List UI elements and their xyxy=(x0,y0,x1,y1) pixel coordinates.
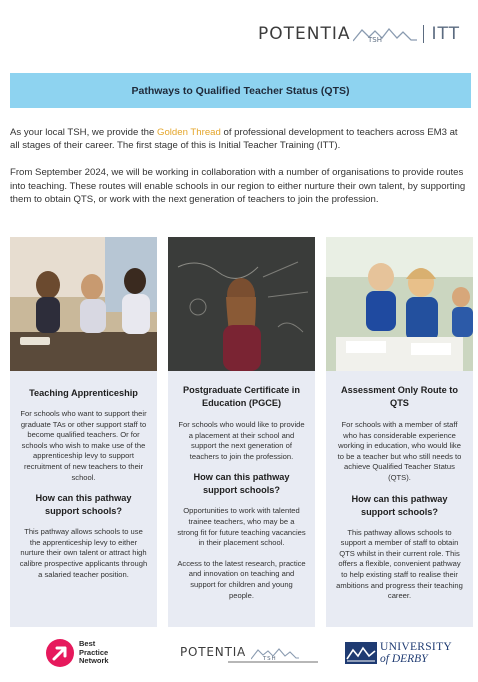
card-question: How can this pathway support schools? xyxy=(351,493,448,517)
pathway-card-apprenticeship xyxy=(10,237,157,627)
page-title: Pathways to Qualified Teacher Status (QTS) xyxy=(131,84,350,97)
card-answer-2: Access to the latest research, practice and innovation on teaching and support for children and young people. xyxy=(177,558,306,600)
best-practice-network-logo xyxy=(45,638,109,668)
bpn-line-2: Practice xyxy=(79,647,109,657)
pathway-card-assessment-only xyxy=(326,237,473,627)
footer-logos xyxy=(0,632,478,682)
bpn-arrow-icon xyxy=(45,638,75,668)
intro-text-start: As your local TSH, we provide the xyxy=(10,127,157,138)
footer-mountain-icon xyxy=(251,646,299,660)
card-answer: Opportunities to work with talented trainee teachers, who may be a strong fit for future teaching vacancies in their placement school. xyxy=(177,506,306,548)
card-title: Postgraduate Certificate in Education (PGCE) xyxy=(183,385,300,408)
card-title: Teaching Apprenticeship xyxy=(29,388,138,398)
tsh-mark: TSH xyxy=(367,36,382,43)
derby-ram-icon xyxy=(345,642,377,664)
footer-potentia-logo xyxy=(180,645,299,660)
title-banner xyxy=(10,73,471,108)
derby-line-1: UNIVERSITY xyxy=(380,641,452,653)
card-description: For schools who would like to provide a placement at their school and support the next generation of teachers to join the profession. xyxy=(178,420,305,461)
card-description: For schools with a member of staff who has considerable experience working in education, who would like to be a teacher but who still needs to achieve Qualified Teacher Status (QTS). xyxy=(337,420,462,482)
intro-text-end: of professional development to teachers across EM3 at all stages of their career. The first stage of this is Initial Teacher Training (ITT). xyxy=(10,127,458,152)
brand-name: POTENTIA xyxy=(258,24,351,44)
header-divider xyxy=(423,25,424,43)
golden-thread-highlight: Golden Thread xyxy=(157,127,221,138)
bpn-line-3: Network xyxy=(79,656,109,666)
intro-paragraph-2: From September 2024, we will be working in collaboration with a number of organisations to provide routes into teaching. These routes will enable schools in our region to either nurture their own talent, by supporting them to obtain QTS, or work with the next generation of teachers to join the profession. xyxy=(10,167,466,205)
intro-section xyxy=(10,126,468,220)
potentia-mountain-icon xyxy=(353,25,417,43)
bpn-line-1: Best xyxy=(79,639,96,649)
card-answer: This pathway allows schools to support a member of staff to obtain QTS whilst in their current role. This offers a flexible, convenient pathway to help existing staff to realise their ambitions and progress their teaching career. xyxy=(336,527,463,601)
intro-paragraph-1 xyxy=(10,126,468,152)
pathway-card-pgce xyxy=(168,237,315,627)
itt-label: ITT xyxy=(431,24,460,44)
footer-potentia-tagline-bar xyxy=(228,661,318,663)
apprenticeship-photo xyxy=(10,237,157,371)
footer-potentia-text: POTENTIA xyxy=(180,645,247,659)
pgce-photo xyxy=(168,237,315,371)
header-logo xyxy=(258,22,460,46)
card-question: How can this pathway support schools? xyxy=(35,493,132,517)
assessment-only-photo xyxy=(326,237,473,371)
footer-tsh-mark: TSH xyxy=(262,655,277,660)
card-question: How can this pathway support schools? xyxy=(193,472,290,496)
card-description: For schools who want to support their graduate TAs or other support staff to become qualified teachers. Or for schools who wish to make use of the apprenticeship levy to support recruitment of new teachers to their school. xyxy=(20,409,147,482)
derby-line-2: of DERBY xyxy=(380,653,428,665)
card-title: Assessment Only Route to QTS xyxy=(341,385,458,408)
card-answer: This pathway allows schools to use the apprenticeship levy to either nurture their own talent or attract high calibre prospective applicants through a salaried teacher position. xyxy=(19,527,148,579)
university-of-derby-logo xyxy=(345,641,452,665)
